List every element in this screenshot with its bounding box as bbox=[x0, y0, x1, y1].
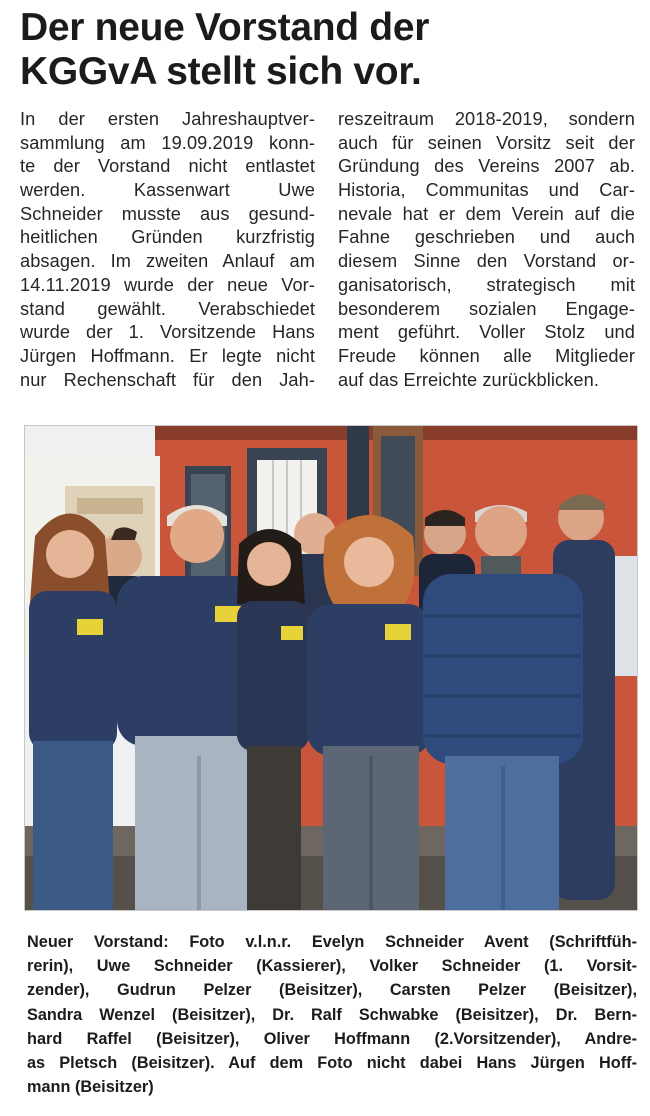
body-line: wurde der 1. Vorsitzende Hans bbox=[20, 322, 315, 343]
caption-line: mann (Beisitzer) bbox=[27, 1078, 154, 1097]
body-line: Historia, Communitas und Car- bbox=[338, 180, 635, 201]
body-line: absagen. Im zweiten Anlauf am bbox=[20, 251, 315, 272]
body-line: In der ersten Jahreshauptver- bbox=[20, 109, 315, 129]
body-line: Gründung des Vereins 2007 ab. bbox=[338, 156, 635, 177]
body-line: reszeitraum 2018-2019, sondern bbox=[338, 109, 635, 129]
caption-line: Neuer Vorstand: Foto v.l.n.r. Evelyn Schneider Avent (Schriftfüh- bbox=[27, 933, 637, 951]
person-front-4 bbox=[307, 515, 431, 910]
body-line: Jürgen Hoffmann. Er legte nicht bbox=[20, 345, 315, 366]
body-line: nevale hat er dem Verein auf die bbox=[338, 203, 635, 224]
body-line: te der Vorstand nicht entlastet bbox=[20, 156, 315, 177]
body-line: auf das Erreichte zurückblicken. bbox=[338, 369, 599, 390]
group-photo bbox=[24, 425, 638, 911]
caption-line: as Pletsch (Beisitzer). Auf dem Foto nicht dabei Hans Jürgen Hoff- bbox=[27, 1053, 637, 1072]
caption-line: zender), Gudrun Pelzer (Beisitzer), Carsten Pelzer (Beisitzer), bbox=[27, 981, 637, 1000]
body-line: sammlung am 19.09.2019 konn- bbox=[20, 132, 315, 153]
body-column-right bbox=[338, 108, 635, 392]
body-line: ment geführt. Voller Stolz und bbox=[338, 322, 635, 343]
caption-line: hard Raffel (Beisitzer), Oliver Hoffmann (2.Vorsitzender), Andre- bbox=[27, 1029, 637, 1048]
article-headline bbox=[20, 6, 630, 94]
headline-line-2: KGGvA stellt sich vor. bbox=[20, 50, 422, 93]
caption-line: rerin), Uwe Schneider (Kassierer), Volker Schneider (1. Vorsit- bbox=[27, 957, 637, 976]
body-line: Fahne geschrieben und auch bbox=[338, 227, 635, 248]
person-front-3 bbox=[237, 529, 309, 910]
body-line: 14.11.2019 wurde der neue Vor- bbox=[20, 274, 315, 295]
group-photo-illustration bbox=[25, 426, 637, 910]
body-line: Freude können alle Mitglieder bbox=[338, 345, 635, 366]
body-line: werden. Kassenwart Uwe bbox=[20, 180, 315, 201]
headline-line-1: Der neue Vorstand der bbox=[20, 6, 430, 49]
article-body bbox=[20, 108, 635, 404]
body-line: auch für seinen Vorsitz seit der bbox=[338, 132, 635, 153]
body-line: ganisatorisch, strategisch mit bbox=[338, 274, 635, 295]
body-column-left bbox=[20, 108, 315, 392]
body-line: heitlichen Gründen kurzfristig bbox=[20, 227, 315, 248]
body-line: stand gewählt. Verabschiedet bbox=[20, 298, 315, 319]
body-line: nur Rechenschaft für den Jah- bbox=[20, 369, 315, 390]
caption-line: Sandra Wenzel (Beisitzer), Dr. Ralf Schwabke (Beisitzer), Dr. Bern- bbox=[27, 1005, 637, 1024]
photo-caption bbox=[27, 930, 637, 1099]
body-line: diesem Sinne den Vorstand or- bbox=[338, 251, 635, 272]
body-line: Schneider musste aus gesund- bbox=[20, 203, 315, 224]
person-front-1 bbox=[29, 514, 117, 911]
body-line: besonderem sozialen Engage- bbox=[338, 298, 635, 319]
